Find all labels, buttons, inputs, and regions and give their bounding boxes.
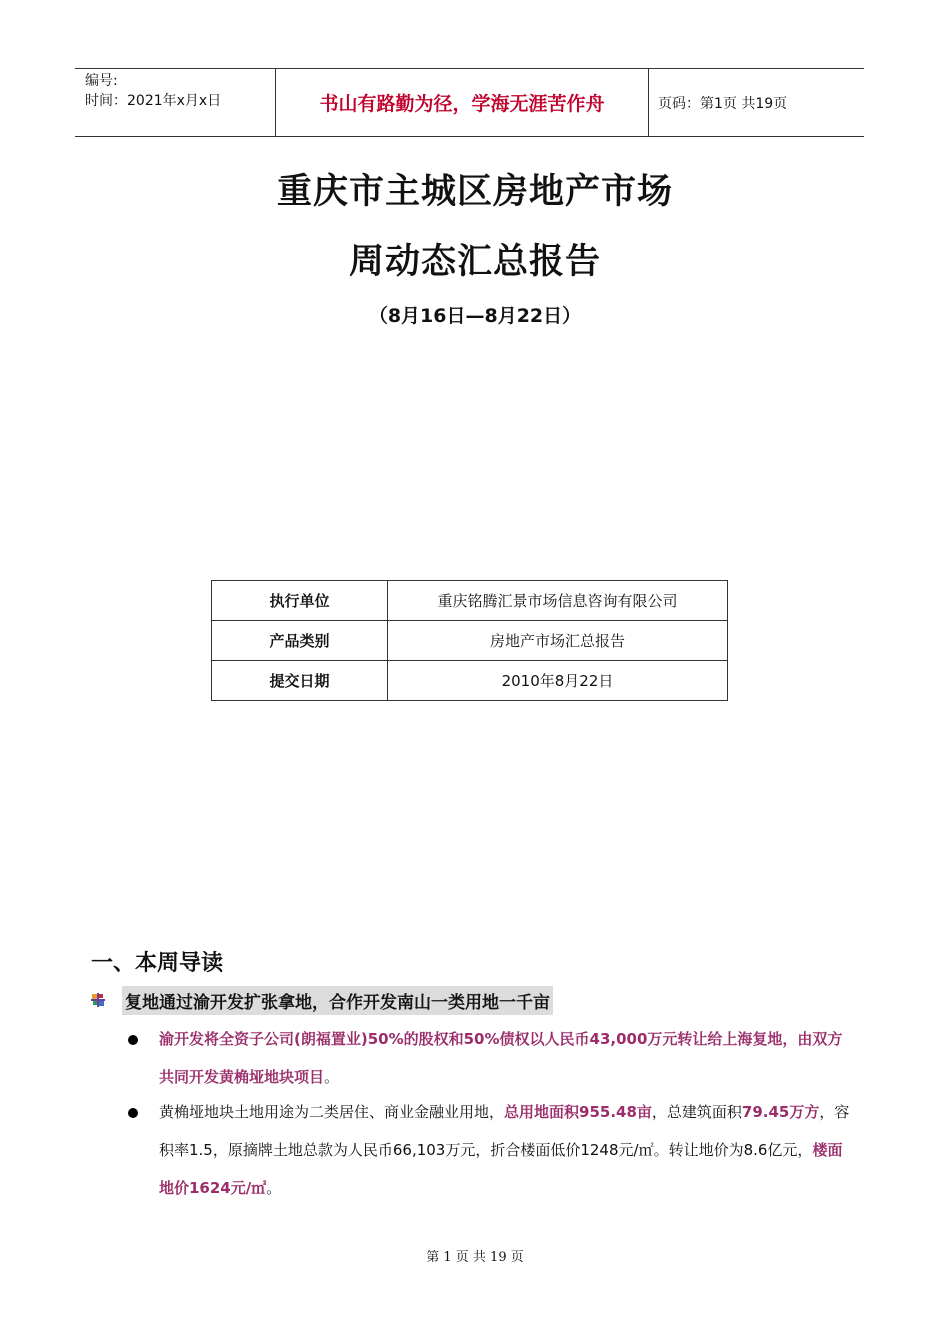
page-footer: 第 1 页 共 19 页 [426, 1250, 524, 1265]
table-row [212, 621, 728, 661]
bullet-dot-icon [128, 1108, 138, 1118]
time-text: 时间：2021年x月x日 [85, 93, 222, 109]
page-info: 页码：第1页 共19页 [658, 95, 788, 112]
number-label: 编号: [85, 73, 118, 89]
motto-text: 书山有路勤为径，学海无涯苦作舟 [276, 69, 649, 136]
flag-bullet-icon [90, 992, 106, 1008]
table-row [212, 661, 728, 701]
info-key: 执行单位 [212, 581, 388, 621]
header-left-cell [75, 69, 276, 136]
bullet-text-segment: 黄桷垭地块土地用途为二类居住、商业金融业用地， [159, 1103, 505, 1121]
info-key: 产品类别 [212, 621, 388, 661]
report-date-range: （8月16日—8月22日） [368, 305, 582, 327]
highlighted-text: 楼面地价1624元/㎡ [159, 1141, 843, 1197]
bullet-text [159, 1020, 852, 1096]
bullet-dot-icon [128, 1035, 138, 1045]
list-item [128, 1020, 852, 1096]
bullet-text-segment: ，总建筑面积 [651, 1103, 742, 1121]
section-subtitle-row [90, 986, 860, 1014]
list-item [128, 1093, 852, 1207]
section-title: 一、本周导读 [91, 951, 224, 976]
info-value: 房地产市场汇总报告 [388, 621, 728, 661]
info-value: 重庆铭腾汇景市场信息咨询有限公司 [388, 581, 728, 621]
highlighted-text: 总用地面积955.48亩 [504, 1103, 652, 1121]
info-table [211, 580, 728, 701]
table-row [212, 581, 728, 621]
page-header [75, 68, 864, 137]
highlighted-text: 79.45万方 [741, 1103, 820, 1121]
section-subtitle: 复地通过渝开发扩张拿地，合作开发南山一类用地一千亩 [122, 986, 553, 1015]
highlighted-text: 渝开发将全资子公司(朗福置业)50%的股权和50%债权以人民币43,000万元转让给上海复地，由双方共同开发黄桷垭地块项目 [159, 1030, 843, 1086]
report-title-line1: 重庆市主城区房地产市场 [276, 172, 673, 212]
info-value: 2010年8月22日 [388, 661, 728, 701]
bullet-text [159, 1093, 852, 1207]
report-title-line2: 周动态汇总报告 [348, 242, 601, 282]
bullet-text-segment: 。 [266, 1179, 282, 1197]
info-key: 提交日期 [212, 661, 388, 701]
bullet-text-segment: 。 [324, 1068, 340, 1086]
bullet-text-segment: ，容积率1.5，原摘牌土地总款为人民币66,103万元，折合楼面低价1248元/㎡。转让地价为8.6亿元， [159, 1103, 850, 1159]
